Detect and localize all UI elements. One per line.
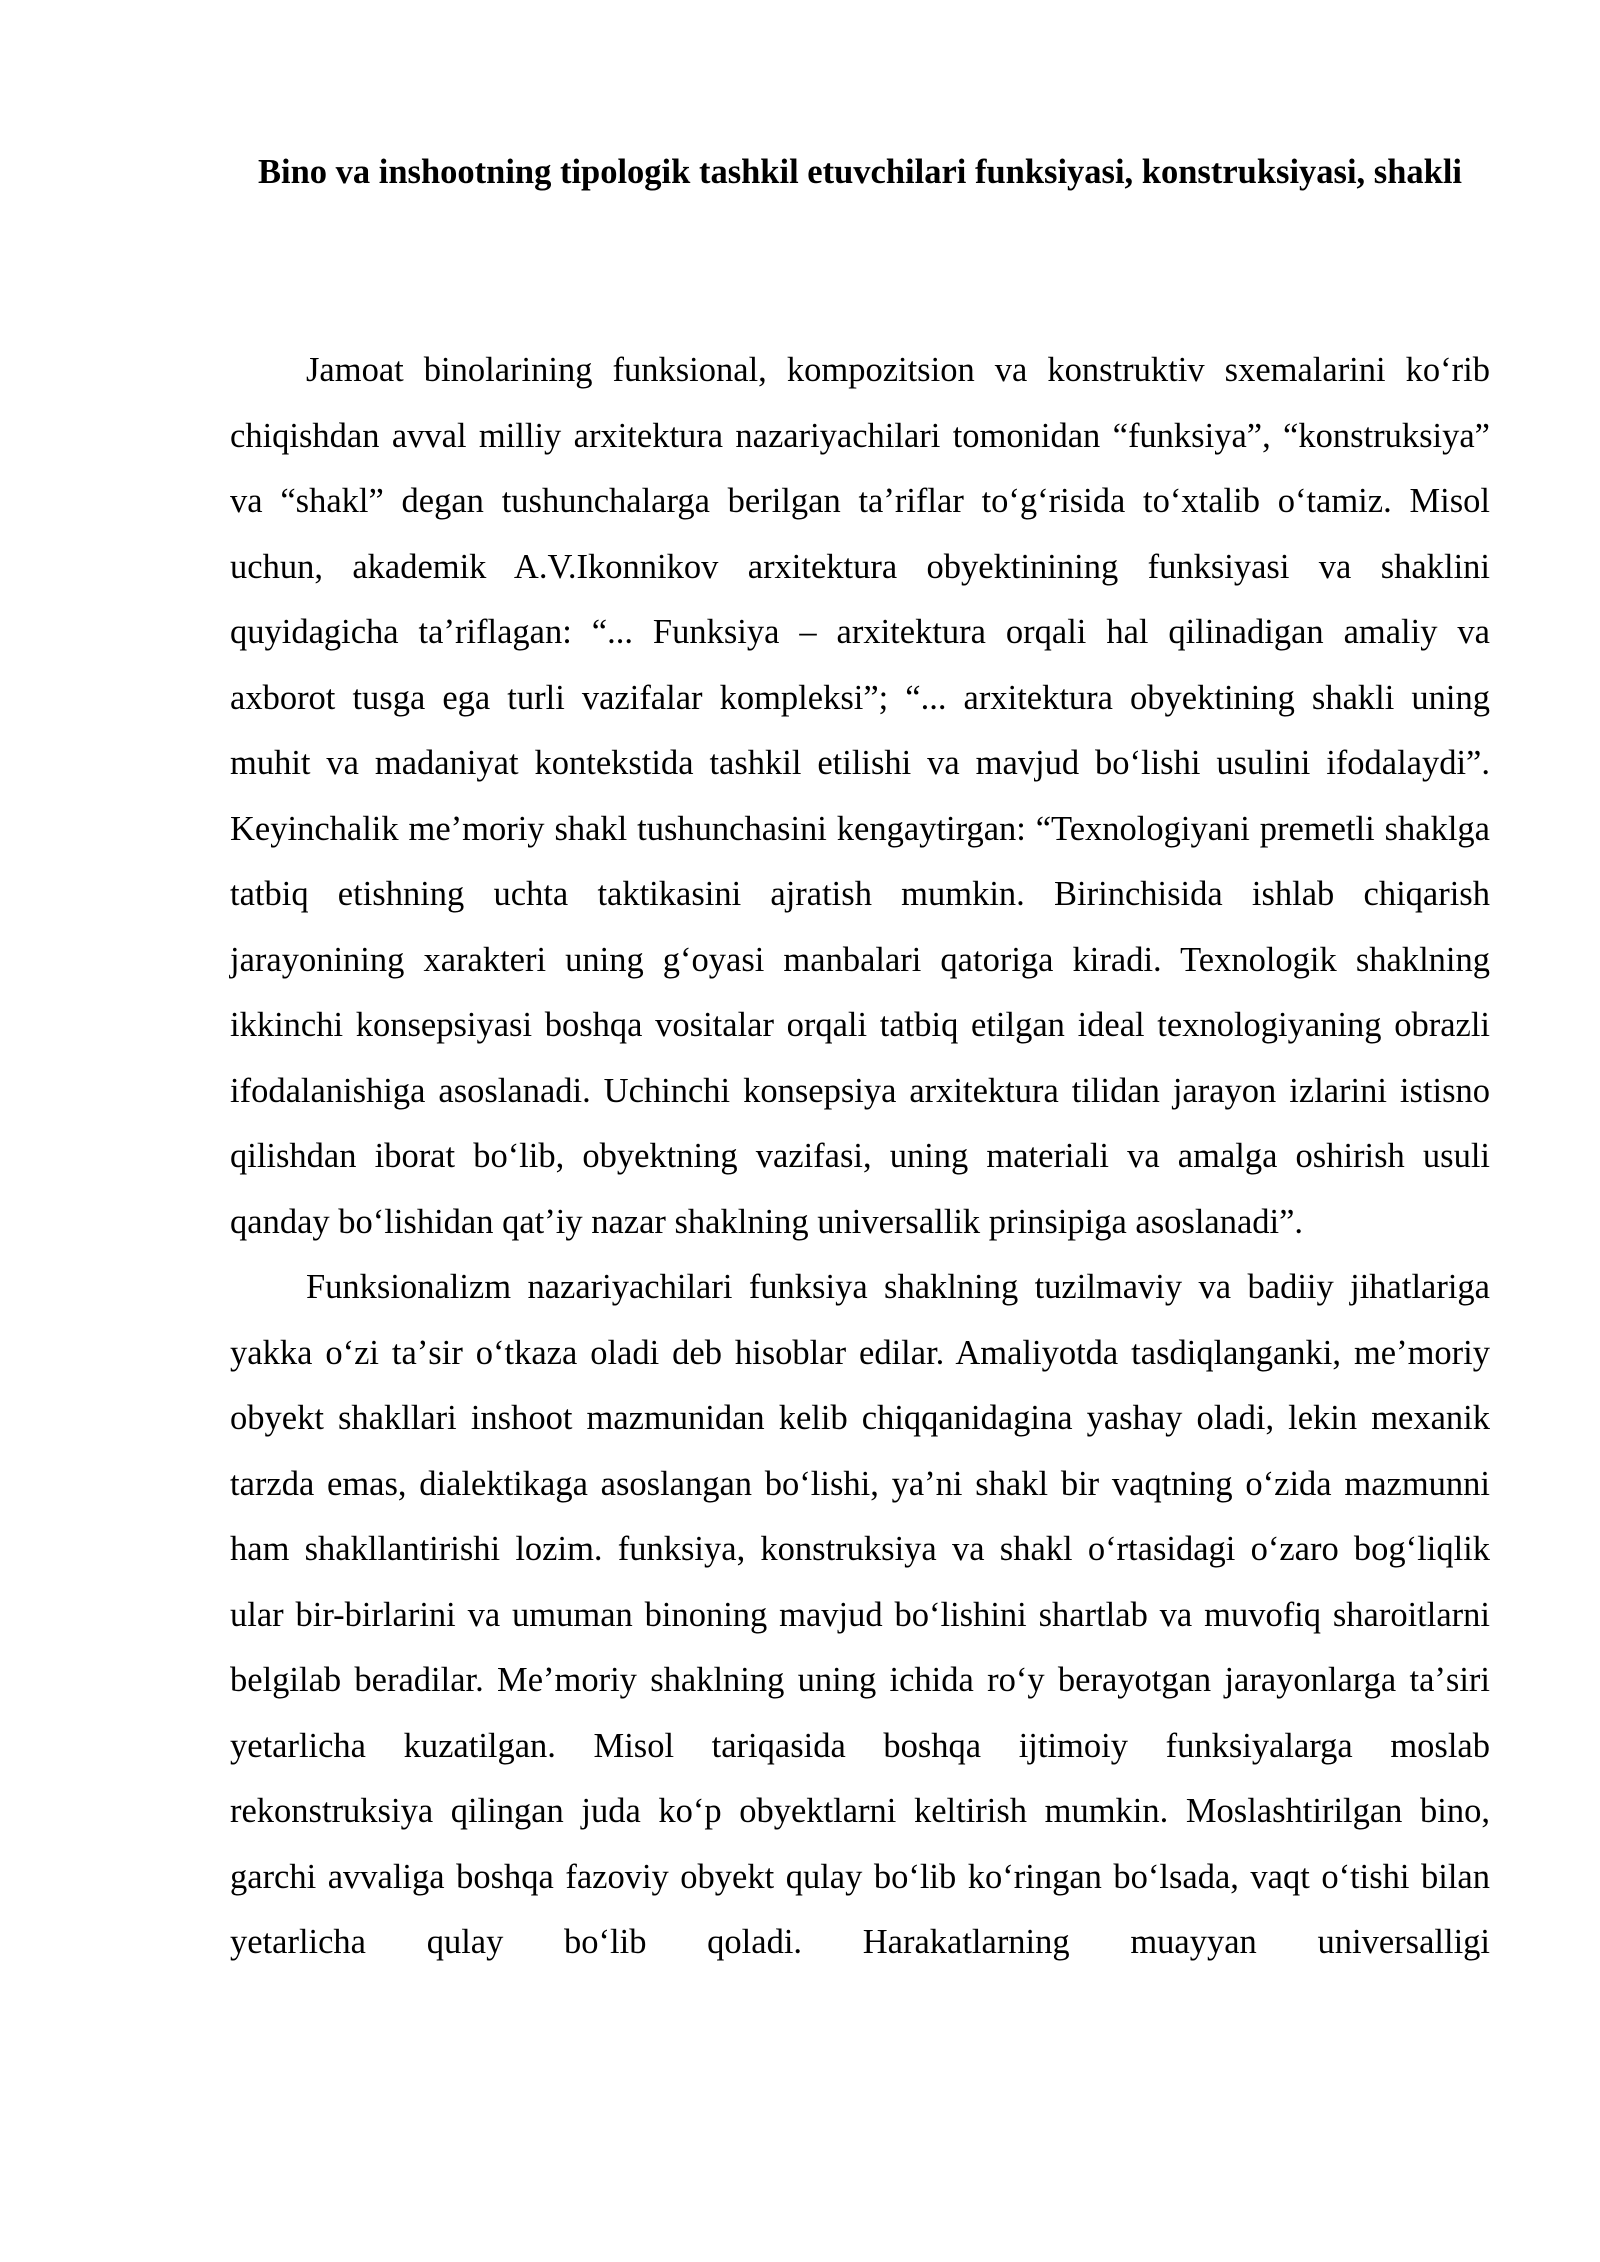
paragraph-2: Funksionalizm nazariyachilari funksiya shaklning tuzilmaviy va badiiy jihatlariga yakka oʻzi taʼsir oʻtkaza oladi deb hisoblar edilar. Amaliyotda tasdiqlanganki, meʼmoriy obyekt shakllari inshoot mazmunidan kelib chiqqanidagina yashay oladi, lekin mexanik tarzda emas, dialektikaga asoslangan boʻlishi, yaʼni shakl bir vaqtning oʻzida mazmunni ham shakllantirishi lozim. funksiya, konstruksiya va shakl oʻrtasidagi oʻzaro bogʻliqlik ular bir-birlarini va umuman binoning mavjud boʻlishini shartlab va muvofiq sharoitlarni belgilab beradilar. Meʼmoriy shaklning uning ichida roʻy berayotgan jarayonlarga taʼsiri yetarlicha kuzatilgan. Misol tariqasida boshqa ijtimoiy funksiyalarga moslab rekonstruksiya qilingan juda koʻp obyektlarni keltirish mumkin. Moslashtirilgan bino, garchi avvaliga boshqa fazoviy obyekt qulay boʻlib koʻringan boʻlsada, vaqt oʻtishi bilan yetarlicha qulay boʻlib qoladi. Harakatlarning muayyan universalligi xyxy=(230,1268,1490,1961)
paragraph-1: Jamoat binolarining funksional, kompozitsion va konstruktiv sxemalarini koʻrib chiqishdan avval milliy arxitektura nazariyachilari tomonidan “funksiya”, “konstruksiya” va “shakl” degan tushunchalarga berilgan taʼriflar toʻgʻrisida toʻxtalib oʻtamiz. Misol uchun, akademik A.V.Ikonnikov arxitektura obyektinining funksiyasi va shaklini quyidagicha taʼriflagan: “... Funksiya – arxitektura orqali hal qilinadigan amaliy va axborot tusga ega turli vazifalar kompleksi”; “... arxitektura obyektining shakli uning muhit va madaniyat kontekstida tashkil etilishi va mavjud boʻlishi usulini ifodalaydi”. Keyinchalik meʼmoriy shakl tushunchasini kengaytirgan: “Texnologiyani premetli shaklga tatbiq etishning uchta taktikasini ajratish mumkin. Birinchisida ishlab chiqarish jarayonining xarakteri uning gʻoyasi manbalari qatoriga kiradi. Texnologik shaklning ikkinchi konsepsiyasi boshqa vositalar orqali tatbiq etilgan ideal texnologiyaning obrazli ifodalanishiga asoslanadi. Uchinchi konsepsiya arxitektura tilidan jarayon izlarini istisno qilishdan iborat boʻlib, obyektning vazifasi, uning materiali va amalga oshirish usuli qanday boʻlishidan qatʼiy nazar shaklning universallik prinsipiga asoslanadi”. xyxy=(230,351,1490,1241)
document-body xyxy=(230,338,1490,1976)
document-title: Bino va inshootning tipologik tashkil etuvchilari funksiyasi, konstruksiyasi, shakli xyxy=(257,153,1463,191)
